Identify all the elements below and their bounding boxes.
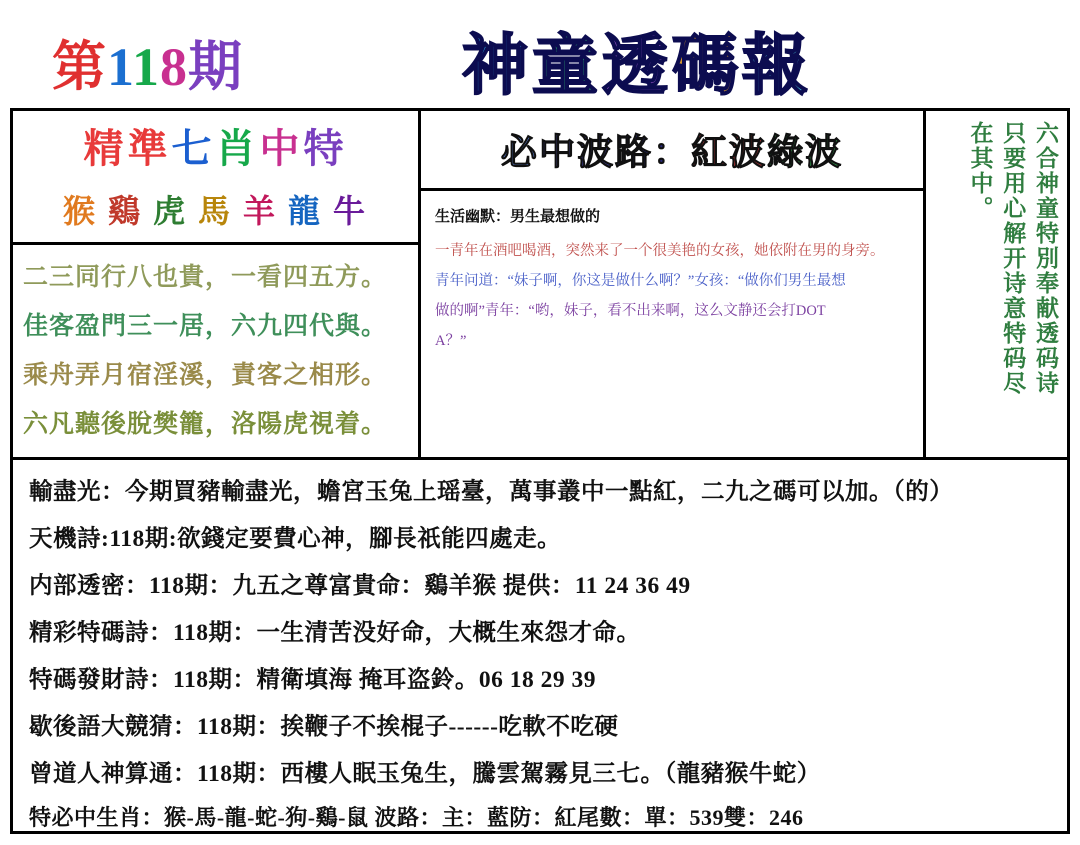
left-column — [13, 111, 421, 457]
wave-title-char-1: 中 — [538, 132, 577, 172]
joke-line-0: 一青年在酒吧喝酒，突然来了一个很美艳的女孩，她依附在男的身旁。 — [435, 243, 885, 259]
bottom-line-6: 曾道人神算通：118期：西樓人眠玉兔生，騰雲駕霧見三七。（龍豬猴牛蛇） — [29, 761, 821, 787]
poster-header — [0, 0, 1080, 108]
bottom-section — [13, 460, 1067, 832]
masthead-char-1: 童 — [532, 30, 602, 103]
seven-zodiac-title-char-0: 精 — [83, 126, 128, 171]
bottom-line-2: 内部透密：118期：九五之尊富貴命：鷄羊猴 提供：11 24 36 49 — [29, 573, 691, 599]
masthead-char-0: 神 — [462, 30, 532, 103]
zodiac-item-1: 鷄 — [107, 193, 143, 229]
zodiac-item-5: 龍 — [288, 193, 324, 229]
poem-box — [13, 245, 418, 457]
wave-title-char-7: 綠 — [767, 132, 806, 172]
masthead-char-4: 報 — [742, 30, 812, 103]
issue-number — [52, 24, 243, 101]
seven-zodiac-box — [13, 111, 418, 245]
wave-title-char-0: 必 — [500, 132, 539, 172]
poem-line-3: 六凡聽後脫樊籠，洛陽虎視着。 — [23, 411, 388, 438]
joke-line-2: 做的啊”青年：“哟，妹子，看不出来啊，这么文静还会打DOT — [435, 303, 826, 319]
bottom-line-7: 特必中生肖：猴-馬-龍-蛇-狗-鷄-鼠 波路：主：藍防：紅尾數：單：539雙：246 — [29, 805, 804, 830]
masthead-char-3: 碼 — [672, 30, 742, 103]
masthead-char-2: 透 — [602, 30, 672, 103]
issue-char-2: 1 — [133, 37, 161, 97]
wave-title-char-2: 波 — [576, 132, 615, 172]
vertical-line-1: 只要用心解开诗意特码尽 — [1000, 121, 1026, 396]
wave-title-char-5: 紅 — [691, 132, 730, 172]
issue-char-1: 1 — [107, 37, 134, 97]
wave-title-char-3: 路 — [614, 132, 653, 172]
seven-zodiac-title — [13, 117, 418, 174]
issue-char-3: 8 — [160, 37, 189, 97]
seven-zodiac-title-char-1: 準 — [127, 126, 172, 171]
wave-title-box — [421, 111, 923, 191]
vertical-line-2: 在其中。 — [967, 121, 993, 221]
poem-line-2: 乘舟弄月宿淫溪，責客之相形。 — [23, 362, 388, 389]
masthead-title — [462, 12, 812, 107]
bottom-line-0: 輸盡光：今期買豬輸盡光，蟾宮玉兔上瑶臺，萬事叢中一點紅，二九之碼可以加。（的） — [29, 479, 954, 505]
seven-zodiac-title-char-3: 肖 — [215, 126, 260, 171]
issue-char-0: 第 — [52, 37, 107, 97]
seven-zodiac-title-char-4: 中 — [259, 126, 304, 171]
bottom-line-1: 天機詩:118期:欲錢定要費心神，腳長祇能四處走。 — [29, 526, 562, 552]
right-column — [926, 111, 1067, 457]
wave-title-char-4: ： — [652, 132, 691, 172]
seven-zodiac-title-char-5: 特 — [303, 126, 348, 171]
joke-box — [421, 191, 923, 457]
poem-line-0: 二三同行八也貴，一看四五方。 — [23, 264, 388, 291]
top-section — [13, 111, 1067, 460]
zodiac-item-6: 牛 — [333, 193, 369, 229]
middle-column — [421, 111, 926, 457]
zodiac-list — [13, 186, 418, 232]
content-frame — [10, 108, 1070, 834]
bottom-line-4: 特碼發財詩：118期：精衛填海 掩耳盗鈴。06 18 29 39 — [29, 667, 596, 693]
bottom-line-3: 精彩特碼詩：118期：一生清苦没好命，大概生來怨才命。 — [29, 620, 641, 646]
zodiac-item-0: 猴 — [62, 193, 98, 229]
joke-line-1: 青年问道：“妹子啊，你这是做什么啊？”女孩：“做你们男生最想 — [435, 273, 846, 289]
joke-line-3: A？” — [435, 333, 467, 349]
zodiac-item-4: 羊 — [243, 193, 279, 229]
vertical-line-0: 六合神童特別奉献透码诗 — [1033, 121, 1058, 396]
zodiac-item-3: 馬 — [197, 193, 233, 229]
issue-char-4: 期 — [188, 37, 244, 97]
seven-zodiac-title-char-2: 七 — [171, 126, 216, 171]
poem-line-1: 佳客盈門三一居，六九四代與。 — [23, 313, 388, 340]
wave-title-char-6: 波 — [729, 132, 768, 172]
joke-title: 生活幽默：男生最想做的 — [435, 209, 601, 225]
zodiac-item-2: 虎 — [152, 193, 188, 229]
wave-title — [501, 124, 843, 175]
bottom-line-5: 歇後語大競猜：118期：挨鞭子不挨棍子------吃軟不吃硬 — [29, 714, 619, 740]
wave-title-char-8: 波 — [805, 132, 844, 172]
